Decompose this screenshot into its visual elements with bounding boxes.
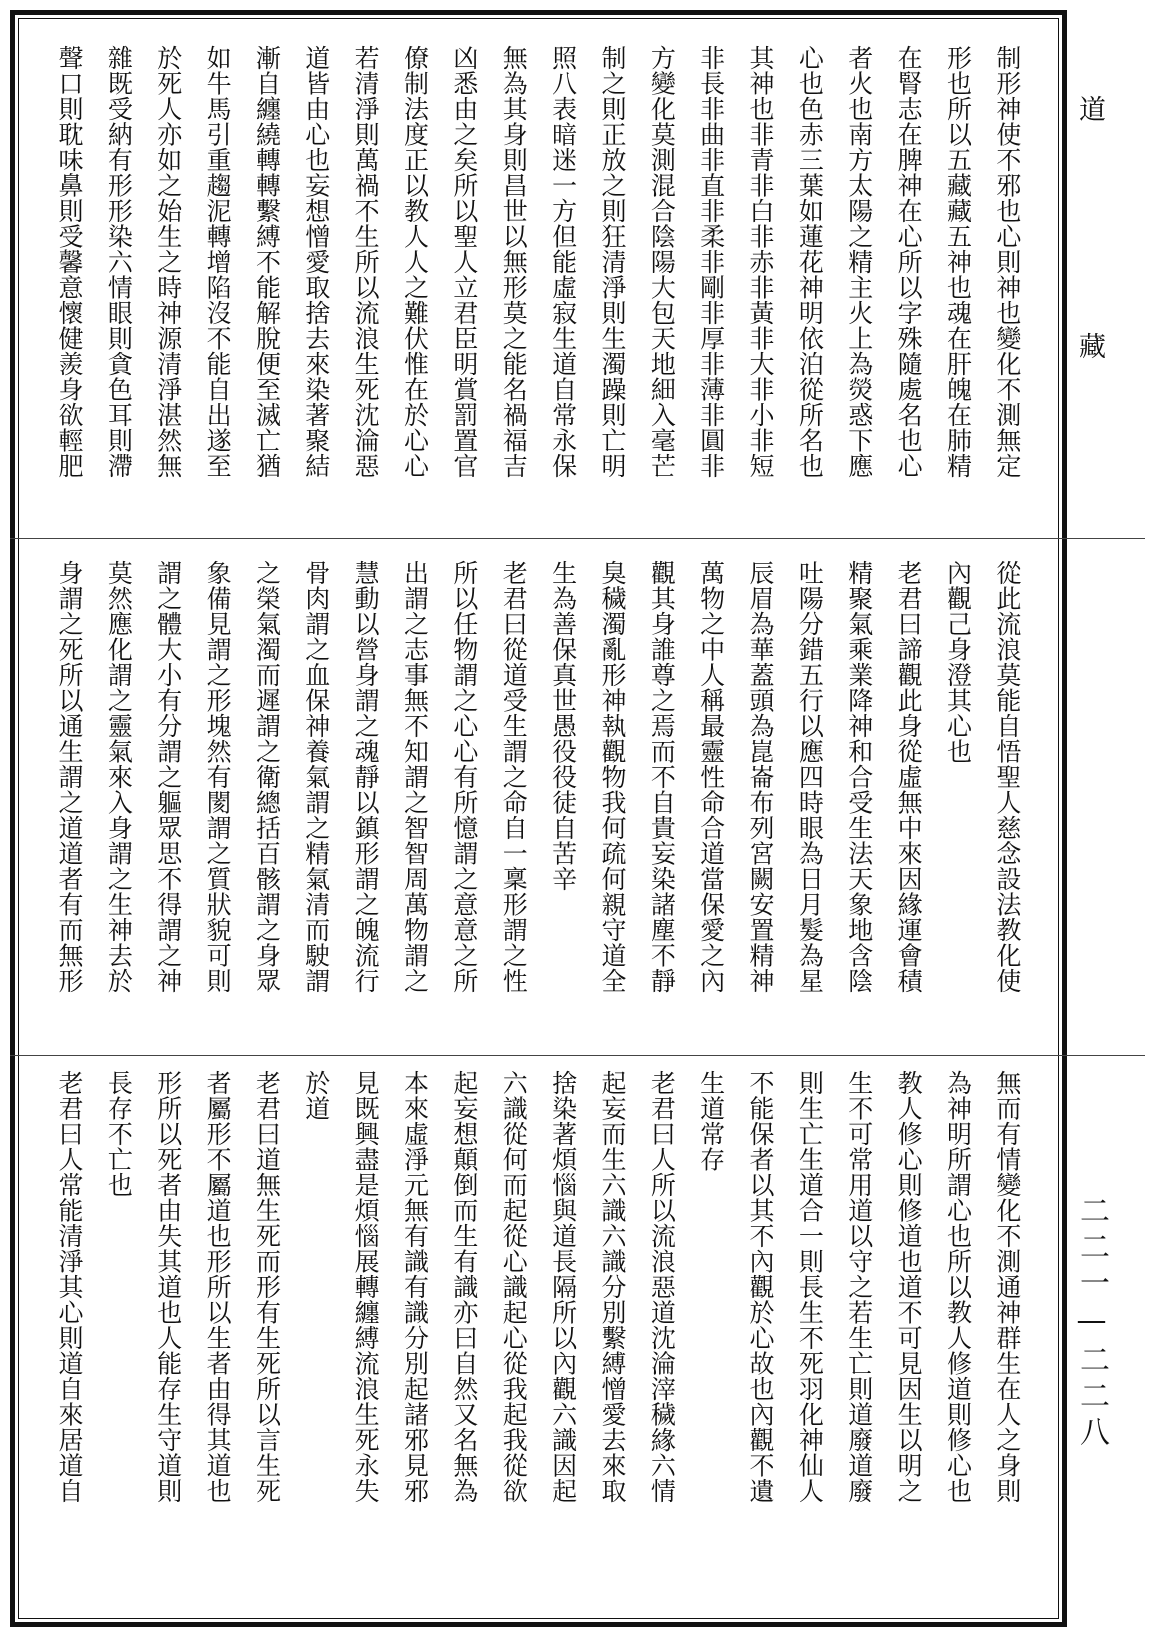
text-column: 方變化莫測混合陰陽大包天地細入毫芒: [647, 45, 677, 479]
text-column: 莫然應化謂之靈氣來入身謂之生神去於: [104, 560, 134, 994]
register-divider: [10, 538, 1145, 539]
text-column: 者屬形不屬道也形所以生者由得其道也: [203, 1070, 233, 1504]
text-column: 者火也南方太陽之精主火上為熒惑下應: [844, 45, 874, 479]
text-column: 從此流浪莫能自悟聖人慈念設法教化使: [992, 560, 1022, 994]
text-register-top: [48, 45, 1028, 520]
text-column: 長存不亡也: [104, 1070, 134, 1198]
text-column: 如牛馬引重趨泥轉增陷沒不能自出遂至: [203, 45, 233, 479]
text-column: 無為其身則昌世以無形莫之能名禍福吉: [499, 45, 529, 479]
text-column: 教人修心則修道也道不可見因生以明之: [894, 1070, 924, 1504]
text-column: 觀其身誰尊之焉而不自貴妄染諸塵不靜: [647, 560, 677, 994]
text-column: 形所以死者由失其道也人能存生守道則: [153, 1070, 183, 1504]
text-column: 不能保者以其不內觀於心故也內觀不遺: [746, 1070, 776, 1504]
text-column: 在腎志在脾神在心所以字殊隨處名也心: [894, 45, 924, 479]
text-column: 若清淨則萬禍不生所以流浪生死沈淪惡: [351, 45, 381, 479]
text-column: 萬物之中人稱最靈性命合道當保愛之內: [696, 560, 726, 994]
text-column: 於道: [301, 1070, 331, 1121]
text-column: 吐陽分錯五行以應四時眼為日月髮為星: [795, 560, 825, 994]
text-column: 起妄想顛倒而生有識亦曰自然又名無為: [449, 1070, 479, 1504]
text-column: 形也所以五藏藏五神也魂在肝魄在肺精: [943, 45, 973, 479]
text-column: 無而有情變化不測通神群生在人之身則: [992, 1070, 1022, 1504]
text-column: 則生亡生道合一則長生不死羽化神仙人: [795, 1070, 825, 1504]
text-column: 謂之體大小有分謂之軀眾思不得謂之神: [153, 560, 183, 994]
text-column: 慧動以營身謂之魂靜以鎮形謂之魄流行: [351, 560, 381, 994]
text-column: 心也色赤三葉如蓮花神明依泊從所名也: [795, 45, 825, 479]
text-column: 六識從何而起從心識起心從我起我從欲: [499, 1070, 529, 1504]
text-column: 僚制法度正以教人人之難伏惟在於心心: [400, 45, 430, 479]
text-column: 生為善保真世愚役役徒自苦辛: [548, 560, 578, 892]
text-column: 出謂之志事無不知謂之智智周萬物謂之: [400, 560, 430, 994]
text-register-bottom: [48, 1070, 1028, 1570]
text-column: 非長非曲非直非柔非剛非厚非薄非圓非: [696, 45, 726, 479]
text-column: 於死人亦如之始生之時神源清淨湛然無: [153, 45, 183, 479]
text-register-middle: [48, 560, 1028, 1040]
margin-page-number: 二二一—二二八: [1074, 1195, 1109, 1452]
text-column: 本來虛淨元無有識有識分別起諸邪見邪: [400, 1070, 430, 1504]
margin-title: 道藏: [1074, 95, 1105, 569]
text-column: 生道常存: [696, 1070, 726, 1172]
text-column: 臭穢濁亂形神執觀物我何疏何親守道全: [597, 560, 627, 994]
text-column: 象備見謂之形塊然有閡謂之質狀貌可則: [203, 560, 233, 994]
text-column: 身謂之死所以通生謂之道道者有而無形: [55, 560, 84, 994]
text-column: 所以任物謂之心心有所憶謂之意意之所: [449, 560, 479, 994]
text-column: 內觀己身澄其心也: [943, 560, 973, 764]
register-divider: [10, 1055, 1145, 1056]
text-column: 漸自纏繞轉轉繫縛不能解脫便至滅亡猶: [252, 45, 282, 479]
text-column: 精聚氣乘業降神和合受生法天象地含陰: [844, 560, 874, 994]
text-column: 辰眉為華蓋頭為崑崙布列宮闕安置精神: [746, 560, 776, 994]
text-column: 老君曰人所以流浪惡道沈淪滓穢緣六情: [647, 1070, 677, 1504]
text-column: 見既興盡是煩惱展轉纏縛流浪生死永失: [351, 1070, 381, 1504]
text-column: 制之則正放之則狂清淨則生濁躁則亡明: [597, 45, 627, 479]
text-column: 其神也非青非白非赤非黃非大非小非短: [746, 45, 776, 479]
text-column: 老君曰道無生死而形有生死所以言生死: [252, 1070, 282, 1504]
text-column: 生不可常用道以守之若生亡則道廢道廢: [844, 1070, 874, 1504]
text-column: 道皆由心也妄想憎愛取捨去來染著聚結: [301, 45, 331, 479]
text-column: 捨染著煩惱與道長隔所以內觀六識因起: [548, 1070, 578, 1504]
text-column: 老君曰諦觀此身從虛無中來因緣運會積: [894, 560, 924, 994]
text-column: 老君曰從道受生謂之命自一稟形謂之性: [499, 560, 529, 994]
text-column: 雜既受納有形形染六情眼則貪色耳則滯: [104, 45, 134, 479]
text-column: 之榮氣濁而遲謂之衛總括百骸謂之身眾: [252, 560, 282, 994]
text-column: 照八表暗迷一方但能虛寂生道自常永保: [548, 45, 578, 479]
text-column: 制形神使不邪也心則神也變化不測無定: [992, 45, 1022, 479]
text-column: 骨肉謂之血保神養氣謂之精氣清而駛謂: [301, 560, 331, 994]
text-column: 老君曰人常能清淨其心則道自來居道自: [55, 1070, 84, 1504]
text-column: 凶悉由之矣所以聖人立君臣明賞罰置官: [449, 45, 479, 479]
text-column: 聲口則耽味鼻則受馨意懷健羨身欲輕肥: [55, 45, 84, 479]
text-column: 為神明所謂心也所以教人修道則修心也: [943, 1070, 973, 1504]
text-column: 起妄而生六識六識分別繫縛憎愛去來取: [597, 1070, 627, 1504]
